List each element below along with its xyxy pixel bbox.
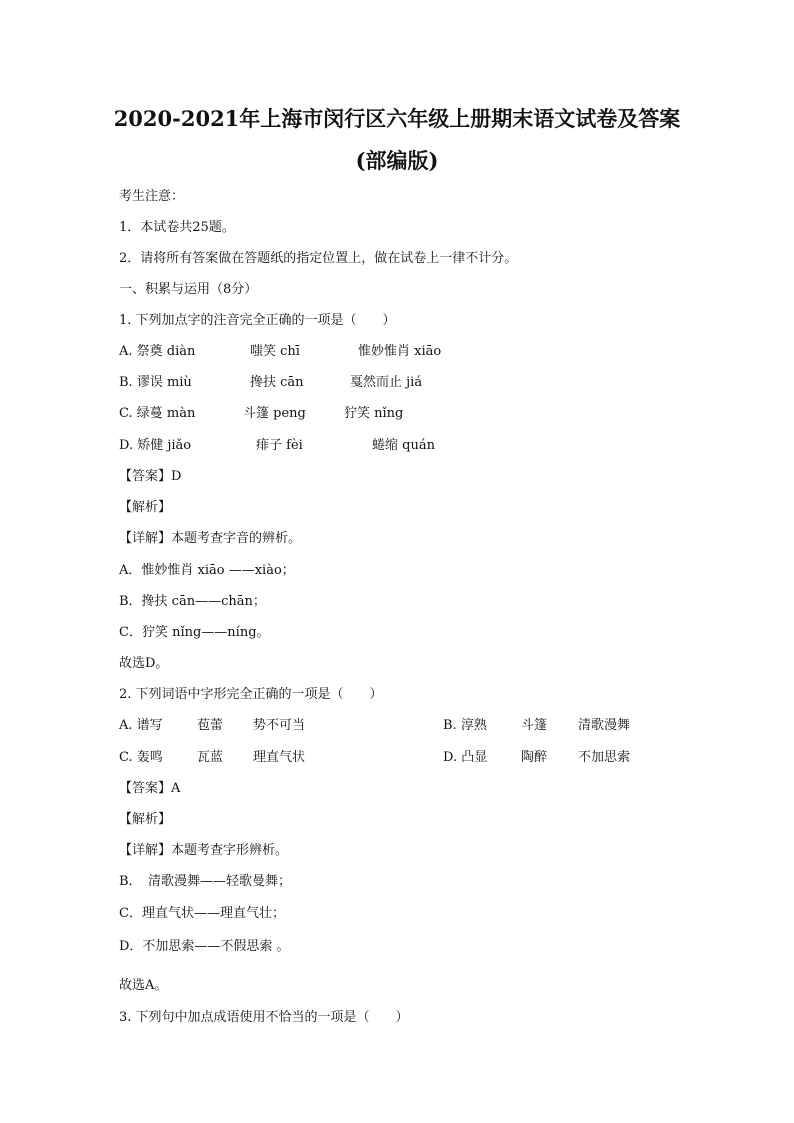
q2-option-c-word1: C. 轰鸣	[119, 750, 163, 765]
q2-option-d-word1: D. 凸显	[443, 750, 488, 765]
q1-point-b: B．搀扶 cān——chān；	[119, 594, 266, 609]
notice-heading: 考生注意：	[119, 189, 185, 204]
q2-option-b-word1: B. 淳熟	[443, 718, 487, 733]
question-2-stem: 2. 下列词语中字形完全正确的一项是（ ）	[119, 687, 383, 702]
q1-option-b-word1: B. 谬误 miù	[119, 375, 192, 390]
section-heading: 一、积累与运用（8分）	[119, 282, 258, 297]
q2-analysis-label: 【解析】	[119, 812, 172, 827]
q1-option-c-word2: 斗篷 peng	[243, 406, 306, 421]
notice-item-2: 2．请将所有答案做在答题纸的指定位置上，做在试卷上一律不计分。	[119, 251, 518, 266]
q1-option-b-word2: 搀扶 cān	[250, 375, 304, 390]
notice-item-1: 1．本试卷共25题。	[119, 220, 235, 235]
q1-option-d-word1: D. 矫健 jiǎo	[119, 438, 192, 453]
q2-option-d-word2: 陶醉	[521, 750, 548, 765]
q2-option-d-word3: 不加思索	[578, 750, 631, 765]
q1-answer: 【答案】D	[119, 469, 182, 484]
q2-option-a-word1: A. 谱写	[119, 718, 163, 733]
q1-option-a-word1: A. 祭奠 diàn	[119, 344, 196, 359]
document-title: 2020-2021年上海市闵行区六年级上册期末语文试卷及答案	[113, 106, 681, 131]
q1-option-c-word1: C. 绿蔓 màn	[119, 406, 196, 421]
q1-option-a-word2: 嗤笑 chī	[250, 344, 300, 359]
document-subtitle: (部编版)	[355, 148, 439, 173]
q1-point-c: C．狞笑 nǐng——níng。	[119, 625, 270, 640]
q2-point-b: B． 清歌漫舞——轻歌曼舞；	[119, 874, 292, 889]
q1-option-c-word3: 狞笑 nǐng	[344, 406, 404, 421]
q2-option-b-word2: 斗篷	[521, 718, 548, 733]
question-3-stem: 3. 下列句中加点成语使用不恰当的一项是（ ）	[119, 1010, 409, 1025]
q2-option-c-word2: 瓦蓝	[197, 750, 224, 765]
q2-option-b-word3: 清歌漫舞	[578, 718, 631, 733]
question-1-stem: 1. 下列加点字的注音完全正确的一项是（ ）	[119, 313, 396, 328]
q2-answer: 【答案】A	[119, 781, 181, 796]
q2-point-c: C．理直气状——理直气壮；	[119, 906, 285, 921]
q1-conclusion: 故选D。	[119, 656, 169, 671]
q1-analysis-label: 【解析】	[119, 500, 172, 515]
q1-option-d-word3: 蜷缩 quán	[372, 438, 435, 453]
q2-conclusion: 故选A。	[119, 978, 168, 993]
q2-option-a-word2: 苞蕾	[197, 718, 224, 733]
q1-option-a-word3: 惟妙惟肖 xiāo	[358, 344, 442, 359]
q2-point-d: D．不加思索——不假思索 。	[119, 939, 290, 954]
q1-option-b-word3: 戛然而止 jiá	[350, 375, 423, 390]
q2-detail: 【详解】本题考查字形辨析。	[119, 843, 289, 858]
q1-detail: 【详解】本题考查字音的辨析。	[119, 531, 302, 546]
q2-option-c-word3: 理直气状	[253, 750, 306, 765]
q1-option-d-word2: 痱子 fèi	[256, 438, 303, 453]
q1-point-a: A．惟妙惟肖 xiāo ——xiào；	[119, 563, 295, 578]
q2-option-a-word3: 势不可当	[253, 718, 306, 733]
